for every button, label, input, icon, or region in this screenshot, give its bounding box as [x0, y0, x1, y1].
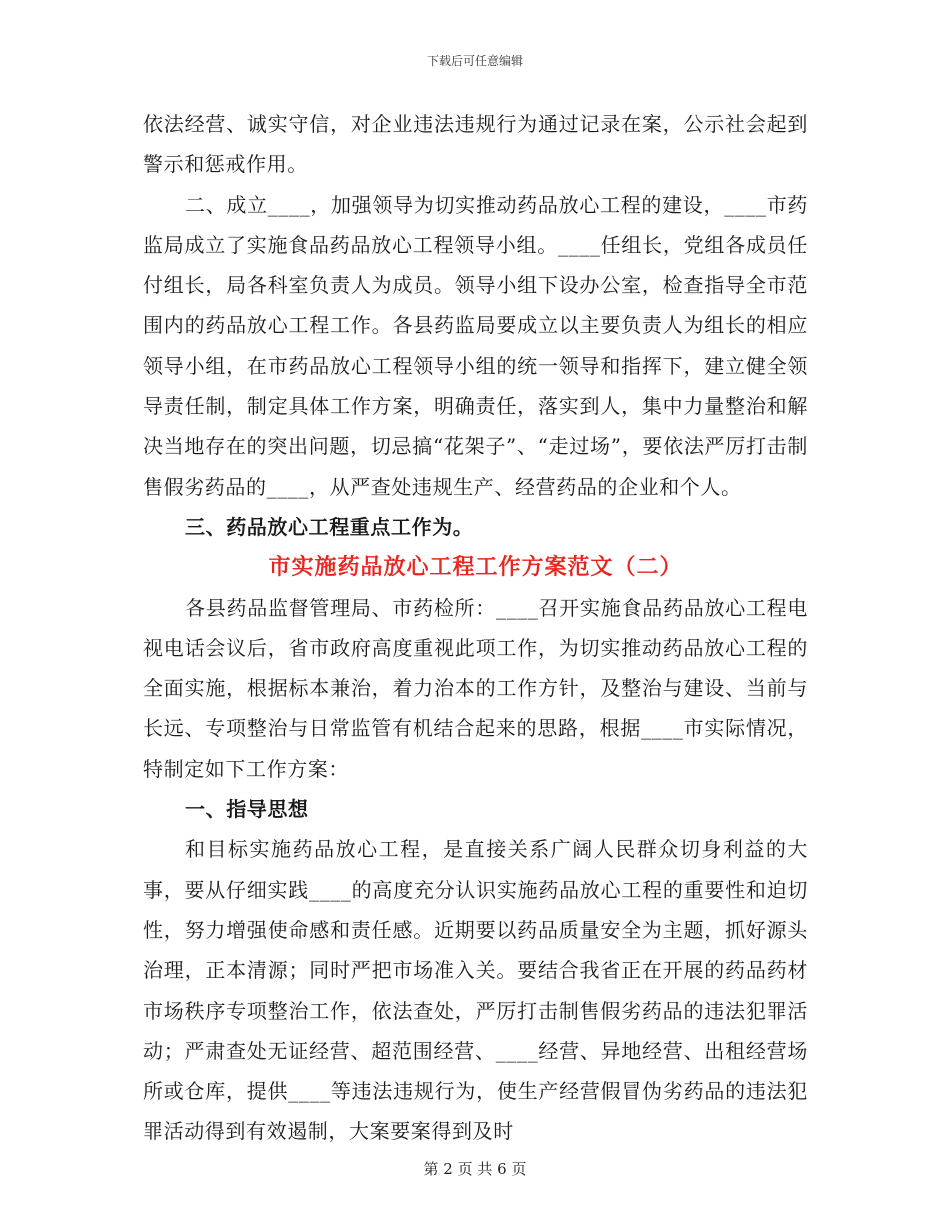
- section-title: 市实施药品放心工程工作方案范文（二）: [268, 554, 683, 581]
- paragraph-intro: 各县药品监督管理局、市药检所：____召开实施食品药品放心工程电视电话会议后，省市政府高度重视此项工作，为切实推动药品放心工程的全面实施，根据标本兼治，着力治本的工作方针，及整治与建设、当前与长远、专项整治与日常监管有机结合起来的思路，根据____市实际情况，特制定如下工作方案：: [143, 595, 808, 781]
- document-body: [143, 104, 808, 1152]
- page-number: 第 2 页 共 6 页: [423, 1160, 527, 1178]
- paragraph-goals: 和目标实施药品放心工程，是直接关系广阔人民群众切身利益的大事，要从仔细实践____的高度充分认识实施药品放心工程的重要性和迫切性，努力增强使命感和责任感。近期要以药品质量安全为主题，抓好源头治理，正本清源；同时严把市场准入关。要结合我省正在开展的药品药材市场秩序专项整治工作，依法查处，严厉打击制售假劣药品的违法犯罪活动；严肃查处无证经营、超范围经营、____经营、异地经营、出租经营场所或仓库，提供____等违法违规行为，使生产经营假冒伪劣药品的违法犯罪活动得到有效遏制，大案要案得到及时: [143, 837, 808, 1144]
- page-header-note: 下载后可任意编辑: [426, 54, 523, 68]
- heading-guiding-thought: 一、指导思想: [185, 797, 309, 822]
- paragraph-continuation: 依法经营、诚实守信，对企业违法违规行为通过记录在案，公示社会起到警示和惩戒作用。: [143, 112, 808, 177]
- heading-key-work: 三、药品放心工程重点工作为。: [185, 514, 474, 539]
- paragraph-leadership: 二、成立____，加强领导为切实推动药品放心工程的建设，____市药监局成立了实施食品药品放心工程领导小组。____任组长，党组各成员任付组长，局各科室负责人为成员。领导小组下设办公室，检查指导全市范围内的药品放心工程工作。各县药监局要成立以主要负责人为组长的相应领导小组，在市药品放心工程领导小组的统一领导和指挥下，建立健全领导责任制，制定具体工作方案，明确责任，落实到人，集中力量整治和解决当地存在的突出问题，切忌搞“花架子”、“走过场”，要依法严厉打击制售假劣药品的____，从严查处违规生产、经营药品的企业和个人。: [143, 192, 808, 499]
